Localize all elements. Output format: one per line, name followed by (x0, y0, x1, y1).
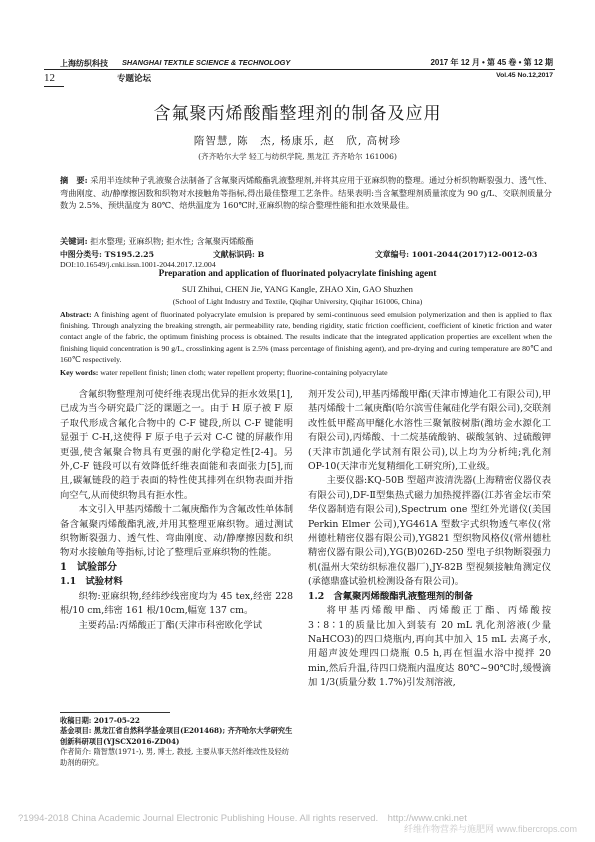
page-number: 12 (44, 72, 55, 84)
keywords-text: 拒水整理; 亚麻织物; 拒水性; 含氟聚丙烯酸酯 (90, 236, 254, 246)
reagents-continued: 剂开发公司),甲基丙烯酸甲酯(天津市博迪化工有限公司),甲基丙烯酸十二氟庚酯(哈尔滨雪佳氟硅化学有限公司),交联剂改性低甲醛高甲醚化水溶性三聚氰胺树脂(潍坊金水源化工有限公司),丙烯酸、十二烷基硫酸钠、碳酸氢钠、过硫酸钾(天津市凯通化学试剂有限公司),以上均为分析纯;乳化剂 OP-10(天津市光复精细化工研究所),工业级。 (308, 389, 551, 473)
intro-paragraph-1: 含氟织物整理剂可使纤维表现出优异的拒水效果[1],已成为当今研究最广泛的课题之一。由于 H 原子被 F 原子取代形成含氟化合物中的 C-F 键段,所以 C-F 键能明显强于 C-H,这使得 F 原子电子云对 C-C 键的屏蔽作用更强,使含氟聚合物具有更强的耐化学稳定性[2-4]。另外,C-F 链段可以有效降低纤维表面能和表面张力[5],而且,碳氟链段的趋于表面的特性使其排列在织物表面并指向空气,从而使织物具有拒水性。 (60, 389, 293, 501)
keywords-en (60, 367, 552, 378)
issue-info-cn: 2017 年 12 月 • 第 45 卷 • 第 12 期 (430, 58, 553, 67)
keywords-en-label: Key words: (60, 368, 99, 377)
doi: DOI:10.16549/j.cnki.issn.1001-2044.2017.12.004 (60, 260, 216, 269)
header-rule (44, 69, 555, 70)
affiliation-cn: (齐齐哈尔大学 轻工与纺织学院, 黑龙江 齐齐哈尔 161006) (198, 152, 397, 161)
issue-info-en: Vol.45 No.12,2017 (496, 72, 553, 79)
clc-number: 中图分类号: TS195.2.25 (60, 250, 154, 259)
keywords-en-text: water repellent finish; linen cloth; water repellent property; fluorine-containing polyacrylate (100, 368, 388, 377)
footnote-rule (60, 712, 170, 713)
body-left-column (60, 388, 293, 633)
footnote (60, 716, 293, 768)
abstract-cn (60, 174, 552, 212)
watermark: 纤维作物营养与施肥网 www.fibercrops.com (403, 824, 577, 834)
abstract-label: 摘 要: (60, 175, 88, 185)
section-heading-1: 1 试验部分 (60, 561, 117, 573)
copyright-footer: ?1994-2018 China Academic Journal Electronic Publishing House. All rights reserved. http://www.cnki.net (18, 813, 467, 824)
subsection-heading-1-2: 1.2 含氟聚丙烯酸酯乳液整理剂的制备 (308, 590, 473, 602)
abstract-en-text: A finishing agent of fluorinated polyacrylate emulsion is prepared by semi-continuous seed emulsion polymerization and then is applied to flax finishing. Through analyzing the breaking strength, air permeability rate, bending rigidity, static friction coefficient, coefficient of kinetic friction and water contact angle of the fabric, the optimum finishing process is obtained. The results indicate that the integrated application properties are excellent when the finishing liquid concentration is 90 g/L, crosslinking agent is 2.5% (mass percentage of finishing agent), and pre-drying and curing temperature are 80℃ and 160℃ respectively. (60, 310, 552, 364)
body-right-column (308, 388, 551, 691)
materials-fabric: 织物:亚麻织物,经纬纱线密度均为 45 tex,经密 228 根/10 cm,纬密 161 根/10cm,幅宽 137 cm。 (60, 590, 293, 617)
instruments-paragraph: 主要仪器:KQ-50B 型超声波清洗器(上海精密仪器仪表有限公司),DF-Ⅱ型集热式磁力加热搅拌器(江苏省金坛市荣华仪器制造有限公司),Spectrum one 型红外光谱仪(美国 Perkin Elmer 公司),YG461A 型数字式织物透气率仪(常州德杜精密仪器有限公司),YG821 型织物风格仪(常州德杜精密仪器有限公司),YG(B)026D-250 型电子织物断裂强力机(温州大荣纺织标准仪器厂),JY-82B 型视频接触角测定仪(承德鼎盛试验机检测设备有限公司)。 (308, 475, 551, 588)
column-name: 专题论坛 (117, 73, 152, 83)
authors-en: SUI Zhihui, CHEN Jie, YANG Kangle, ZHAO Xin, GAO Shuzhen (182, 284, 413, 294)
abstract-en-label: Abstract: (60, 310, 92, 319)
abstract-en (60, 309, 552, 365)
intro-paragraph-2: 本文引入甲基丙烯酸十二氟庚酯作为含氟改性单体制备含氟聚丙烯酸酯乳液,并用其整理亚麻织物。通过测试织物断裂强力、透气性、弯曲刚度、动/静摩擦因数和织物对水接触角等指标,讨论了整理后亚麻织物的性能。 (60, 504, 293, 559)
document-code: 文献标识码: B (213, 250, 265, 259)
journal-name-cn: 上海纺织科技 (60, 59, 108, 68)
article-title-cn: 含氟聚丙烯酸酯整理剂的制备及应用 (153, 104, 442, 124)
materials-reagents: 主要药品:丙烯酸正丁酯(天津市科密欧化学试 (78, 619, 262, 631)
article-number: 文章编号: 1001-2044(2017)12-0012-03 (375, 250, 538, 259)
keywords-label: 关键词: (60, 236, 88, 246)
author-bio: 作者简介: 隋智慧(1971-), 男, 博士, 教授, 主要从事天然纤维改性及轻纺助剂的研究。 (60, 747, 290, 767)
page-number-rule (44, 86, 64, 87)
affiliation-en: (School of Light Industry and Textile, Qiqihar University, Qiqihar 161006, China) (172, 297, 423, 306)
fund-info: 基金项目: 黑龙江省自然科学基金项目(E201468); 齐齐哈尔大学研究生创新科研项目(YJSCX2016-ZD04) (60, 726, 293, 746)
keywords-cn (60, 235, 254, 248)
preparation-paragraph: 将甲基丙烯酸甲酯、丙烯酸正丁酯、丙烯酸按 3∶8∶1的质量比加入到装有 20 mL 乳化剂溶液(少量 NaHCO3)的四口烧瓶内,再向其中加入 15 mL 去离子水,用超声波处理四口烧瓶 0.5 h,再在恒温水浴中搅拌 20 min,然后升温,待四口烧瓶内温度达 80℃~90℃时,缓慢滴加 1/3(质量分数 1.7%)引发剂溶液, (308, 605, 551, 689)
abstract-text: 采用半连续种子乳液聚合法制备了含氟聚丙烯酸酯乳液整理剂,并将其应用于亚麻织物的整理。通过分析织物断裂强力、透气性、弯曲刚度、动/静摩擦因数和织物对水接触角等指标,得出最佳整理工艺条件。结果表明:当含氟整理剂质量浓度为 90 g/L、交联剂质量分数为 2.5%、预烘温度为 80℃、焙烘温度为 160℃时,亚麻织物的综合整理性能和拒水效果最佳。 (60, 175, 552, 211)
authors-cn: 隋智慧, 陈 杰, 杨康乐, 赵 欣, 高树珍 (193, 135, 402, 147)
journal-name-en: SHANGHAI TEXTILE SCIENCE & TECHNOLOGY (122, 58, 291, 67)
article-title-en: Preparation and application of fluorinated polyacrylate finishing agent (158, 268, 437, 278)
subsection-heading-1-1: 1.1 试验材料 (60, 576, 123, 588)
received-date: 收稿日期: 2017-05-22 (60, 716, 140, 725)
